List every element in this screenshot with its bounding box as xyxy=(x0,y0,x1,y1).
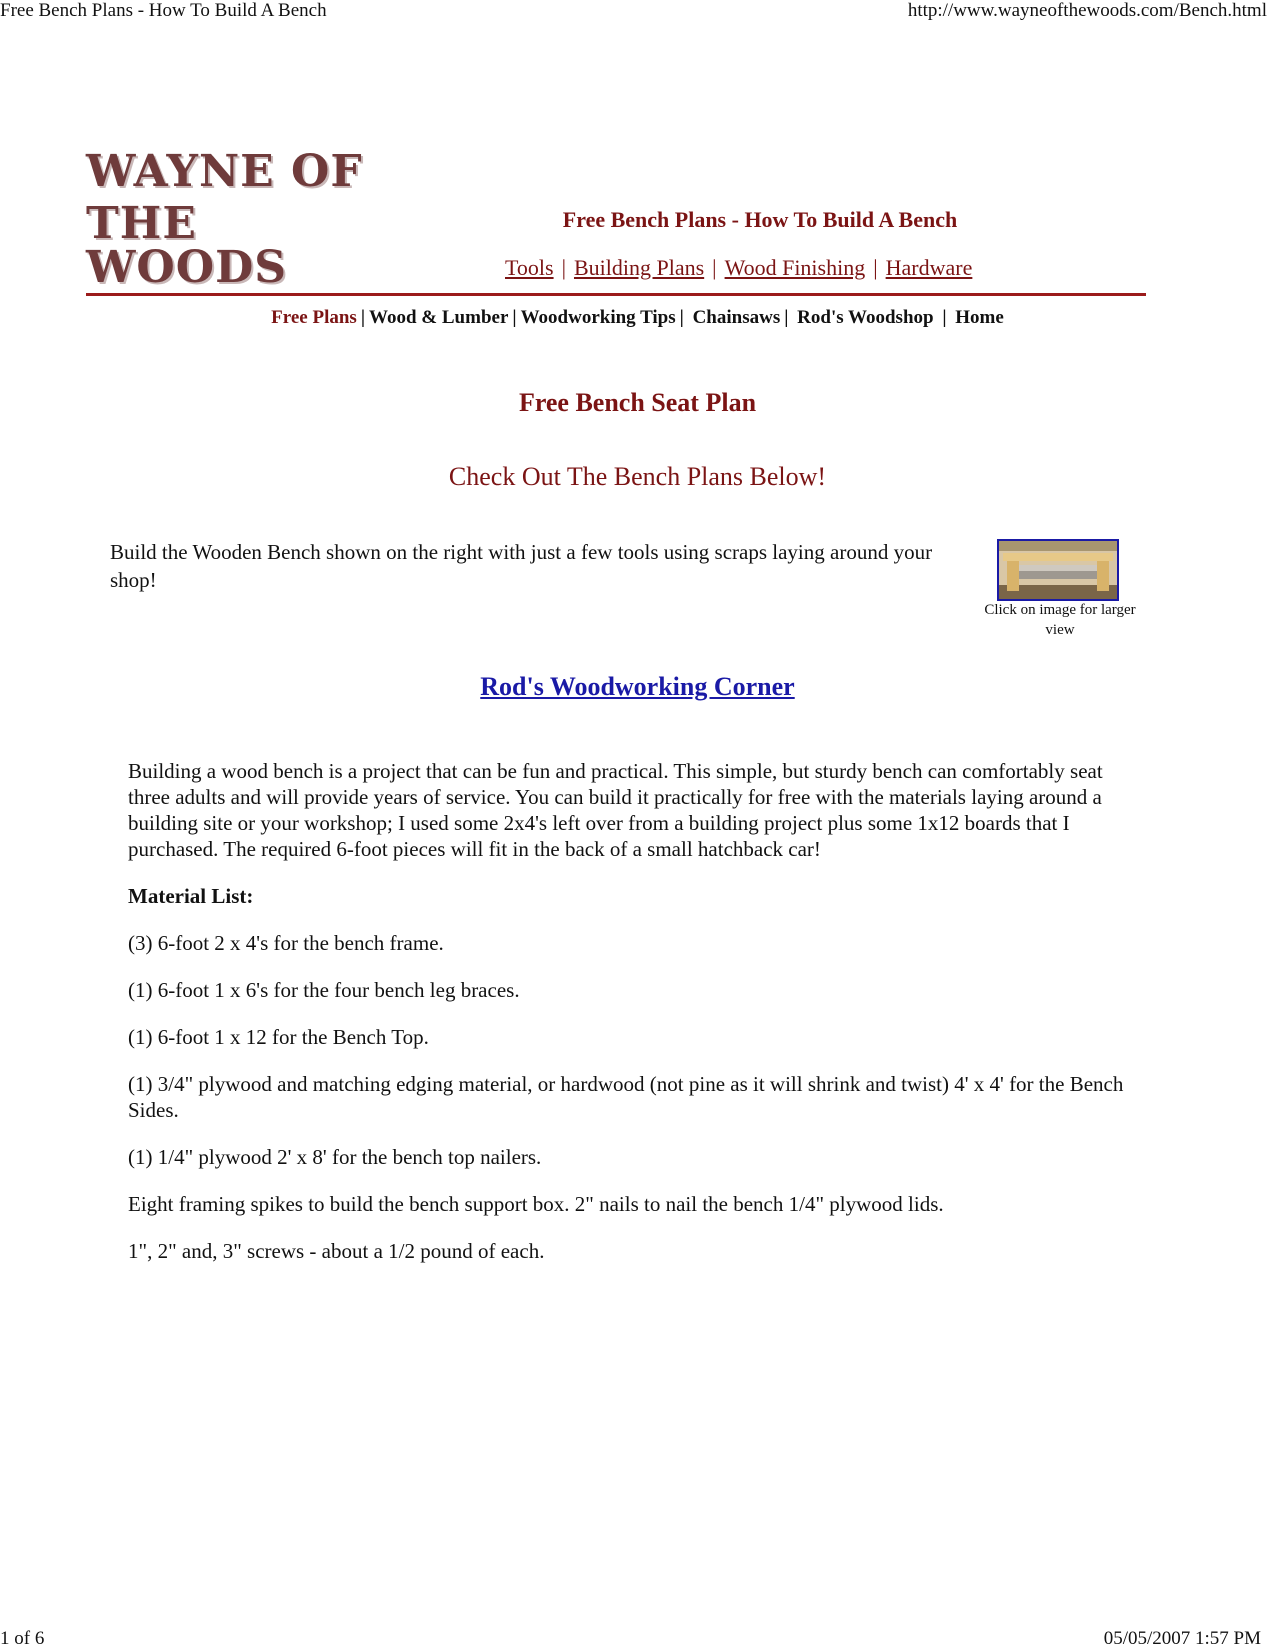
subnav-wood-lumber[interactable]: Wood & Lumber xyxy=(369,307,509,328)
print-header-url: http://www.wayneofthewoods.com/Bench.html xyxy=(907,0,1267,21)
nav-separator: | xyxy=(512,307,517,328)
subnav-home[interactable]: Home xyxy=(955,307,1004,328)
nav-separator: | xyxy=(937,307,952,328)
subnav-woodworking-tips[interactable]: Woodworking Tips xyxy=(520,307,676,328)
nav-separator: | xyxy=(712,255,717,280)
corner-link-wrapper xyxy=(0,672,1275,702)
print-footer-datetime: 05/05/2007 1:57 PM xyxy=(1103,1628,1261,1649)
subnav-rods-woodshop[interactable]: Rod's Woodshop xyxy=(797,307,934,328)
subnav-chainsaws[interactable]: Chainsaws xyxy=(692,307,781,328)
material-list-heading: Material List: xyxy=(128,884,254,908)
print-footer-page-count: 1 of 6 xyxy=(0,1628,45,1649)
page-heading: Free Bench Seat Plan xyxy=(518,388,757,417)
bench-photo-icon xyxy=(999,541,1117,599)
print-header-title: Free Bench Plans - How To Build A Bench xyxy=(0,0,327,21)
nav-separator: | xyxy=(784,307,794,328)
material-item: 1", 2" and, 3" screws - about a 1/2 pound of each. xyxy=(128,1239,545,1263)
material-item: (1) 6-foot 1 x 12 for the Bench Top. xyxy=(128,1025,429,1049)
rods-woodworking-corner-link[interactable]: Rod's Woodworking Corner xyxy=(480,672,795,701)
material-item: (1) 1/4" plywood 2' x 8' for the bench top nailers. xyxy=(128,1145,542,1169)
article-body xyxy=(128,758,1148,1285)
material-item: (3) 6-foot 2 x 4's for the bench frame. xyxy=(128,931,444,955)
sub-nav xyxy=(0,307,1275,329)
material-item: (1) 3/4" plywood and matching edging material, or hardwood (not pine as it will shrink and twist) 4' x 4' for the Bench Sides. xyxy=(128,1072,1124,1122)
nav-separator: | xyxy=(360,307,366,328)
site-logo[interactable] xyxy=(86,146,376,293)
top-nav xyxy=(505,255,972,281)
header-rule xyxy=(86,293,1146,296)
body-paragraph: Building a wood bench is a project that can be fun and practical. This simple, but sturdy bench can comfortably seat three adults and will provide years of service. You can build it practically for free with the materials laying around a building site or your workshop; I used some 2x4's left over from a building project plus some 1x12 boards that I purchased. The required 6-foot pieces will fit in the back of a small hatchback car! xyxy=(128,759,1103,861)
intro-text: Build the Wooden Bench shown on the right with just a few tools using scraps laying around your shop! xyxy=(110,540,933,592)
nav-link-hardware[interactable]: Hardware xyxy=(885,255,973,280)
site-title: Free Bench Plans - How To Build A Bench xyxy=(562,207,958,232)
material-item: Eight framing spikes to build the bench support box. 2" nails to nail the bench 1/4" plywood lids. xyxy=(128,1192,944,1216)
bench-thumbnail-image[interactable] xyxy=(997,539,1119,601)
material-item: (1) 6-foot 1 x 6's for the four bench leg braces. xyxy=(128,978,520,1002)
nav-link-tools[interactable]: Tools xyxy=(505,255,554,280)
nav-link-wood-finishing[interactable]: Wood Finishing xyxy=(724,255,866,280)
subheading: Check Out The Bench Plans Below! xyxy=(448,462,827,491)
subnav-free-plans[interactable]: Free Plans xyxy=(271,307,357,328)
logo-line-2: THE WOODS xyxy=(86,198,288,293)
logo-line-1: WAYNE OF xyxy=(86,146,363,197)
thumbnail-caption: Click on image for larger view xyxy=(984,602,1136,638)
nav-separator: | xyxy=(561,255,566,280)
nav-separator: | xyxy=(873,255,878,280)
nav-separator: | xyxy=(679,307,689,328)
nav-link-building-plans[interactable]: Building Plans xyxy=(573,255,705,280)
